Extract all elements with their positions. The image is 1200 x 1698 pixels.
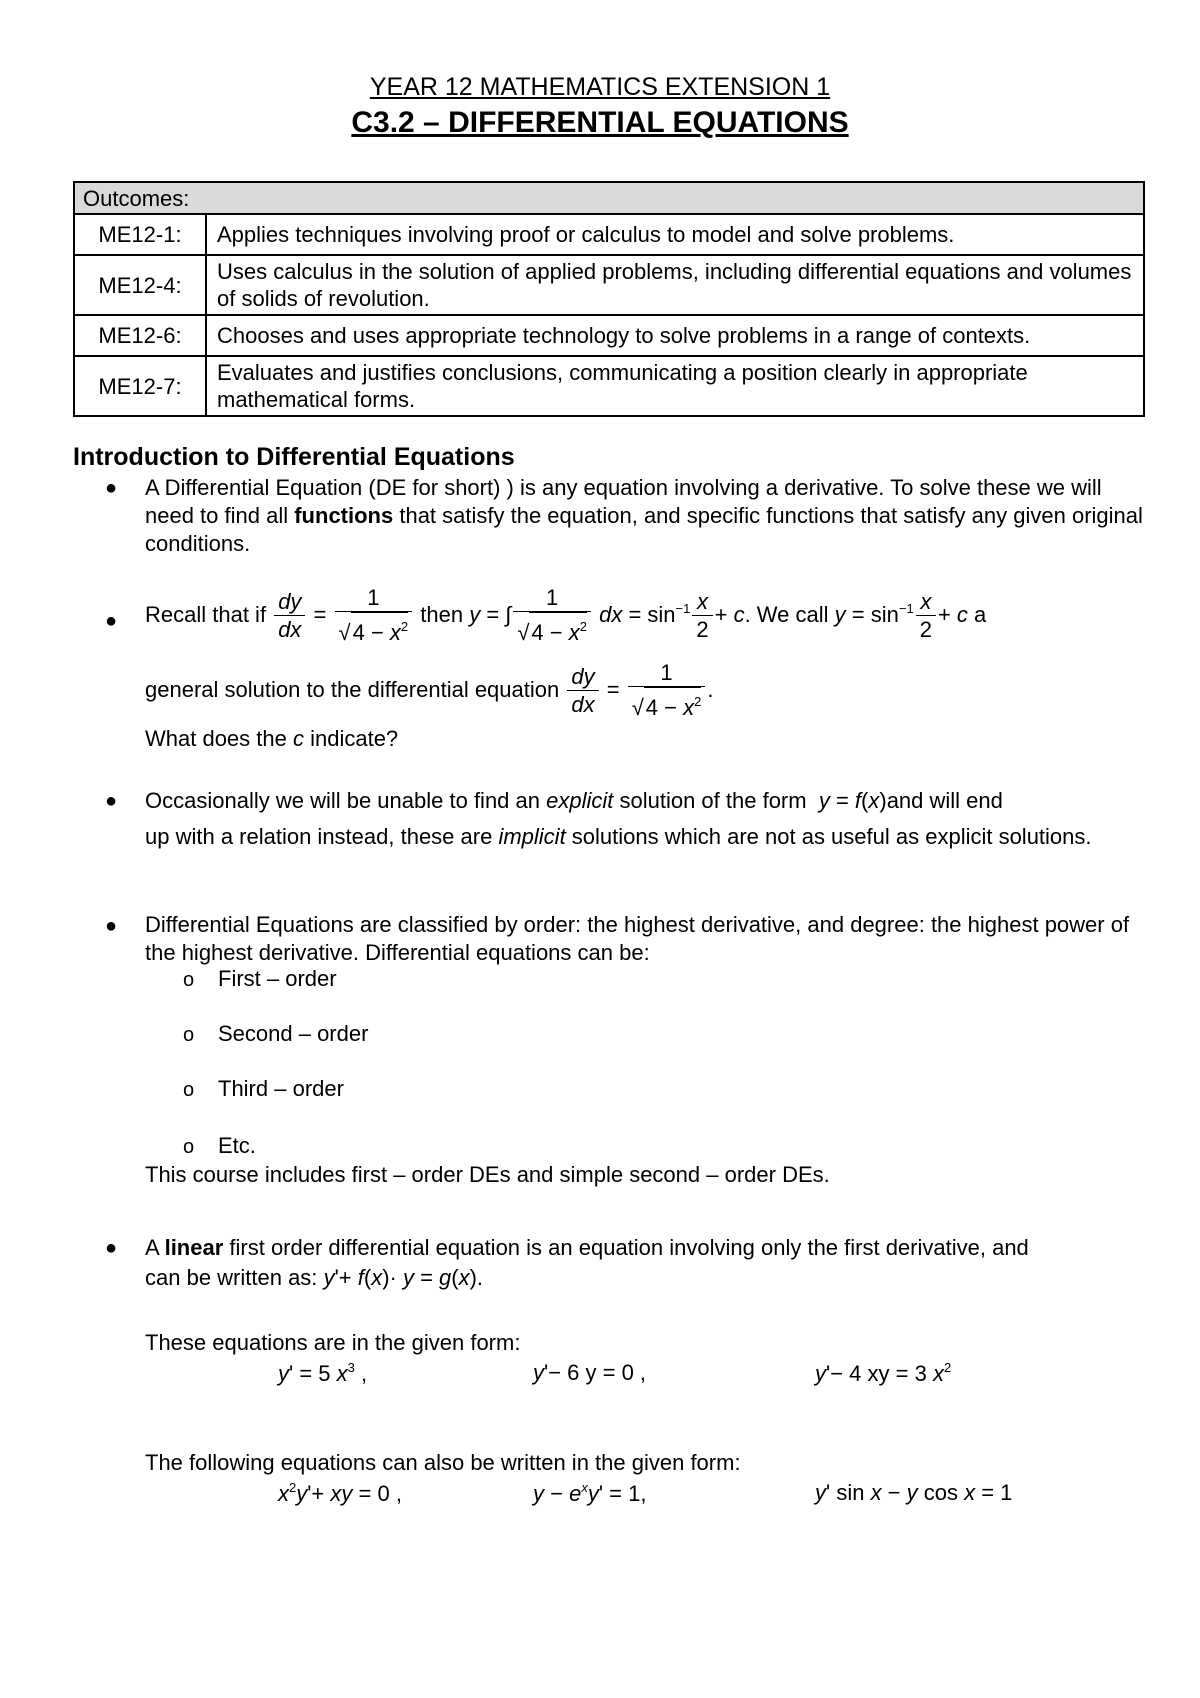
list-item-order: Third – order [218, 1076, 344, 1101]
outcome-code: ME12-4: [74, 255, 206, 315]
equation: $x^2y'+$ xy = 0 , [278, 1480, 402, 1506]
outcome-text: Uses calculus in the solution of applied problems, including differential equations and volumes of solids of revolution. [206, 255, 1144, 315]
paragraph-explicit: Occasionally we will be unable to find an explicit solution of the form y = f(x)and will end [145, 788, 1003, 813]
course-title: YEAR 12 MATHEMATICS EXTENSION 1 [369, 73, 831, 101]
paragraph-classification: Differential Equations are classified by order: the highest derivative, and degree: the highest power of the highest derivative. Differential equations can be: [145, 912, 1130, 965]
list-item-order: Second – order [218, 1021, 369, 1046]
outcomes-table [73, 181, 1145, 417]
list-item-order: First – order [218, 966, 337, 991]
paragraph-also-given-form: The following equations can also be written in the given form: [145, 1450, 741, 1475]
equation: y'− 4 xy = 3 $x^2$ [815, 1360, 952, 1386]
section-heading: Introduction to Differential Equations [73, 443, 515, 471]
equation: y' = 5 $x^3$ , [278, 1360, 368, 1386]
outcomes-heading: Outcomes: [74, 182, 1144, 214]
paragraph-course-scope: This course includes first – order DEs and simple second – order DEs. [145, 1162, 830, 1187]
outcome-code: ME12-6: [74, 315, 206, 356]
bullet-icon: ● [105, 1237, 118, 1259]
equation: y' sin x − y cos x = 1 [815, 1480, 1013, 1505]
equation: $y - e^xy' = 1$, [533, 1480, 647, 1506]
paragraph-question: What does the c indicate? [145, 726, 399, 751]
bullet-icon: ● [105, 477, 118, 499]
outcome-code: ME12-1: [74, 214, 206, 255]
paragraph-recall: Recall that if $\frac{dy}{dx}$ = $\frac{1}{√4 - x^2}$ then y = ∫ $\frac{1}{√4 - x^2}$ dx = $\sin^{-1}$ $\frac{x}{2}$ + c. We call $y = \sin^{-1}$ $\frac{x}{2}$ + c a [145, 585, 987, 645]
circle-bullet-icon: o [183, 969, 195, 991]
bullet-icon: ● [105, 915, 118, 937]
list-item-order: Etc. [218, 1133, 256, 1158]
topic-title: C3.2 – DIFFERENTIAL EQUATIONS [351, 106, 849, 139]
paragraph-linear-form: can be written as: y'+ f(x)· y = g(x). [145, 1265, 484, 1290]
paragraph-de-definition: A Differential Equation (DE for short) ) is any equation involving a derivative. To solve these we will need to find all functions that satisfy the equation, and specific functions that satisfy any given original conditions. [145, 475, 1143, 556]
bullet-icon: ● [105, 610, 118, 632]
paragraph-linear: A linear first order differential equation is an equation involving only the first derivative, and [145, 1235, 1029, 1260]
paragraph-given-form: These equations are in the given form: [145, 1330, 521, 1355]
outcome-text: Evaluates and justifies conclusions, communicating a position clearly in appropriate mathematical forms. [206, 356, 1144, 416]
circle-bullet-icon: o [183, 1024, 195, 1046]
bullet-icon: ● [105, 790, 118, 812]
paragraph-general-solution: general solution to the differential equation $\frac{dy}{dx}$ = $\frac{1}{√4 - x^2}$ . [145, 660, 714, 720]
circle-bullet-icon: o [183, 1136, 195, 1158]
outcome-text: Applies techniques involving proof or calculus to model and solve problems. [206, 214, 1144, 255]
outcome-code: ME12-7: [74, 356, 206, 416]
circle-bullet-icon: o [183, 1079, 195, 1101]
paragraph-implicit: up with a relation instead, these are implicit solutions which are not as useful as explicit solutions. [145, 824, 1092, 849]
equation: y'− 6 y = 0 , [533, 1360, 647, 1385]
outcome-text: Chooses and uses appropriate technology to solve problems in a range of contexts. [206, 315, 1144, 356]
